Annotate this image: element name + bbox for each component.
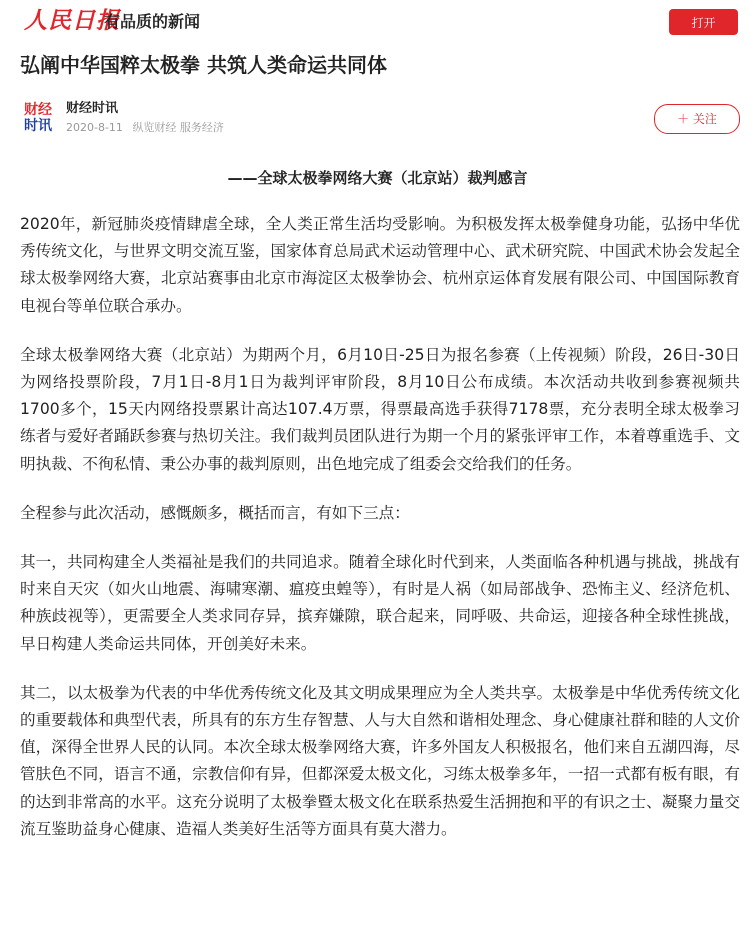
article-paragraph: 其一，共同构建全人类福祉是我们的共同追求。随着全球化时代到来，人类面临各种机遇与挑战，挑战有时来自天灾（如火山地震、海啸寒潮、瘟疫虫蝗等），有时是人祸（如局部战争、恐怖主义、经济危机、种族歧视等），更需要全人类求同存异，摈弃嫌隙，联合起来，同呼吸、共命运，迎接各种全球性挑战，早日构建人类命运共同体，开创美好未来。	[20, 553, 740, 653]
publish-date: 2020-8-11	[66, 121, 123, 134]
article-paragraph: 2020年，新冠肺炎疫情肆虐全球，全人类正常生活均受影响。为积极发挥太极拳健身功能，弘扬中华优秀传统文化，与世界文明交流互鉴，国家体育总局武术运动管理中心、武术研究院、中国武术协会发起全球太极拳网络大赛，北京站赛事由北京市海淀区太极拳协会、杭州京运体育发展有限公司、中国国际教育电视台等单位联合承办。	[20, 215, 740, 315]
author-name[interactable]: 财经时讯	[66, 101, 119, 116]
avatar-text-line2: 时讯	[24, 118, 52, 134]
article-body	[20, 211, 740, 865]
open-app-button[interactable]: 打开	[669, 9, 738, 35]
brand-logo[interactable]: 人民日报	[24, 7, 120, 34]
author-row	[20, 100, 740, 136]
article-meta	[66, 120, 230, 136]
article-paragraph: 全程参与此次活动，感慨颇多，概括而言，有如下三点：	[20, 503, 410, 522]
article-paragraph: 其二，以太极拳为代表的中华优秀传统文化及其文明成果理应为全人类共享。太极拳是中华优秀传统文化的重要载体和典型代表，所具有的东方生存智慧、人与大自然和谐相处理念、身心健康社群和睦的人文价值，深得全世界人民的认同。本次全球太极拳网络大赛，许多外国友人积极报名，他们来自五湖四海，尽管肤色不同，语言不通，宗教信仰有异，但都深爱太极文化，习练太极拳多年，一招一式都有板有眼，有的达到非常高的水平。这充分说明了太极拳暨太极文化在联系热爱生活拥抱和平的有识之士、凝聚力量交流互鉴助益身心健康、造福人类美好生活等方面具有莫大潜力。	[20, 683, 740, 838]
article-subtitle: ——全球太极拳网络大赛（北京站）裁判感言	[227, 169, 528, 187]
article-paragraph: 全球太极拳网络大赛（北京站）为期两个月，6月10日-25日为报名参赛（上传视频）阶段，26日-30日为网络投票阶段，7月1日-8月1日为裁判评审阶段，8月10日公布成绩。本次活动共收到参赛视频共1700多个，15天内网络投票累计高达107.4万票，得票最高选手获得7178票，充分表明全球太极拳习练者与爱好者踊跃参赛与热切关注。我们裁判员团队进行为期一个月的紧张评审工作，本着尊重选手、文明执裁、不徇私情、秉公办事的裁判原则，出色地完成了组委会交给我们的任务。	[20, 345, 740, 473]
author-tagline: 纵览财经 服务经济	[132, 121, 224, 134]
top-bar	[0, 0, 755, 44]
article-title: 弘阐中华国粹太极拳 共筑人类命运共同体	[20, 53, 387, 77]
follow-button[interactable]: ＋ 关注	[654, 104, 740, 134]
brand-slogan: 有品质的新闻	[104, 12, 201, 31]
author-avatar[interactable]	[20, 100, 56, 136]
avatar-text-line1: 财经	[24, 102, 52, 118]
